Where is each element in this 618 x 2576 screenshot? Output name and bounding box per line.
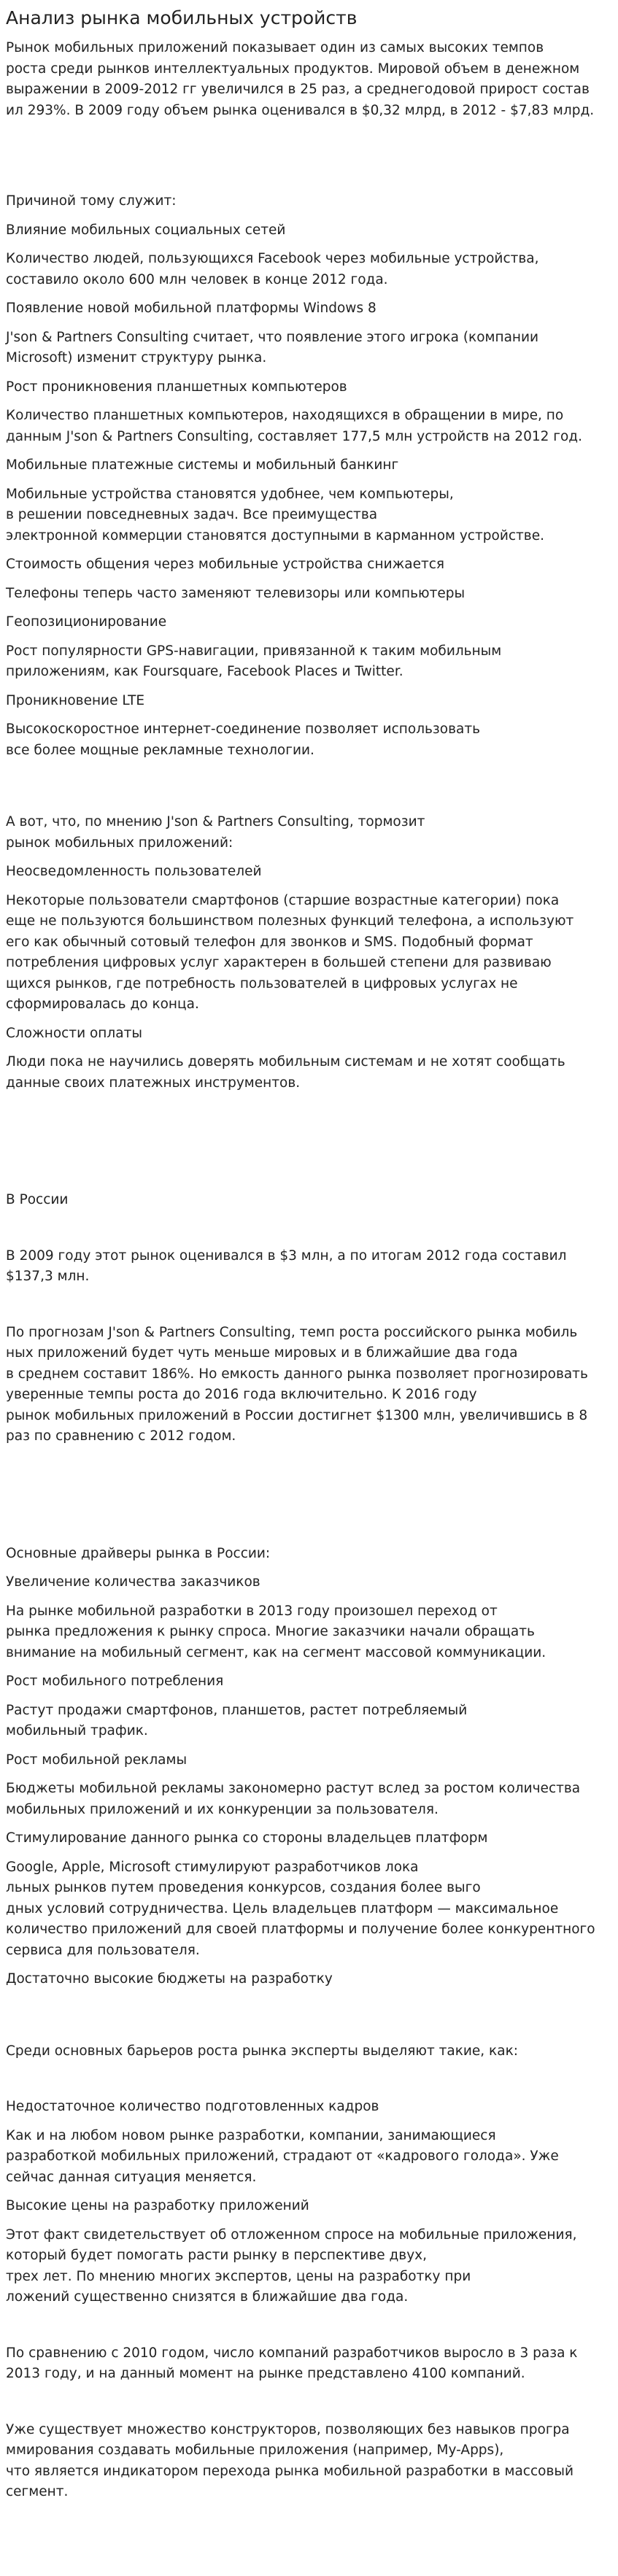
page-title: Анализ рынка мобильных устройств <box>6 7 358 28</box>
driver-heading: Увеличение количества заказчиков <box>6 1574 260 1590</box>
reason-heading: Проникновение LTE <box>6 692 145 708</box>
russia-heading: В России <box>6 1192 69 1207</box>
barrier-text: Как и на любом новом рынке разработки, компании, занимающиеся разработкой мобильных приложений, страдают от «кадрового голода». Уже сейчас данная ситуация меняется. <box>6 2127 559 2185</box>
driver-text: На рынке мобильной разработки в 2013 году произошел переход от рынка предложения к рынку спроса. Многие заказчики начали обращать внимание на мобильный сегмент, как на сегмент массовой коммуникации. <box>6 1603 546 1660</box>
reason-text: Количество людей, пользующихся Facebook через мобильные устройства, составило около 600 млн человек в конце 2012 года. <box>6 251 539 287</box>
reason-heading: Телефоны теперь часто заменяют телевизоры или компьютеры <box>6 585 466 601</box>
reason-heading: Рост проникновения планшетных компьютеров <box>6 379 347 395</box>
reason-text: Мобильные устройства становятся удобнее, чем компьютеры, в решении повседневных задач. Все преимущества электронной коммерции становятся доступными в карманном устройстве. <box>6 486 544 544</box>
brake-text: Люди пока не научились доверять мобильным системам и не хотят сообщать данные своих платежных инструментов. <box>6 1054 565 1091</box>
brakes-lead: А вот, что, по мнению J'son & Partners Consulting, тормозит рынок мобильных приложений: <box>6 814 425 851</box>
barrier-text: Этот факт свидетельствует об отложенном спросе на мобильные приложения, который будет помогать расти рынку в перспективе двух, трех лет. По мнению многих экспертов, цены на разработку при ложений существенно снизятся в ближайшие два года. <box>6 2227 577 2305</box>
driver-heading: Рост мобильного потребления <box>6 1674 224 1689</box>
reason-heading: Влияние мобильных социальных сетей <box>6 222 286 238</box>
reason-heading: Стоимость общения через мобильные устройства снижается <box>6 557 445 572</box>
barrier-heading: Недостаточное количество подготовленных кадров <box>6 2099 379 2114</box>
drivers-lead: Основные драйверы рынка в России: <box>6 1545 271 1561</box>
reason-text: J'son & Partners Consulting считает, что появление этого игрока (компании Microsoft) изменит структуру рынка. <box>6 329 539 365</box>
barrier-heading: Высокие цены на разработку приложений <box>6 2198 309 2213</box>
brake-heading: Неосведомленность пользователей <box>6 864 262 879</box>
intro-paragraph: Рынок мобильных приложений показывает один из самых высоких темпов роста среди рынков интеллектуальных продуктов. Мировой объем в денежном выражении в 2009-2012 гг увеличился в 25 раз, а среднегодовой прирост состав ил 293%. В 2009 году объем рынка оценивался в $0,32 млрд, в 2012 - $7,83 млрд. <box>6 40 595 118</box>
reasons-lead: Причиной тому служит: <box>6 193 177 209</box>
brake-heading: Сложности оплаты <box>6 1025 142 1041</box>
driver-heading: Рост мобильной рекламы <box>6 1752 188 1768</box>
reason-text: Высокоскоростное интернет-соединение позволяет использовать все более мощные рекламные технологии. <box>6 722 481 758</box>
barriers-paragraph-2: Уже существует множество конструкторов, позволяющих без навыков програ ммирования создавать мобильные приложения (например, My-Apps), что является индикатором перехода рынка мобильной разработки в массовый сегмент. <box>6 2421 573 2499</box>
driver-heading: Достаточно высокие бюджеты на разработку <box>6 1971 333 1987</box>
reason-heading: Появление новой мобильной платформы Windows 8 <box>6 301 376 316</box>
reason-heading: Мобильные платежные системы и мобильный банкинг <box>6 457 399 473</box>
barriers-lead: Среди основных барьеров роста рынка эксперты выделяют такие, как: <box>6 2043 518 2059</box>
reason-heading: Геопозиционирование <box>6 614 167 630</box>
driver-text: Бюджеты мобильной рекламы закономерно растут вслед за ростом количества мобильных приложений и их конкуренции за пользователя. <box>6 1781 581 1817</box>
driver-heading: Стимулирование данного рынка со стороны владельцев платформ <box>6 1830 488 1846</box>
russia-paragraph-2: По прогнозам J'son & Partners Consulting, темп роста российского рынка мобиль ных приложений будет чуть меньше мировых и в ближайшие два года в среднем составит 186%. Но емкость данного рынка позволяет прогнозировать уверенные темпы роста до 2016 года включительно. К 2016 году рынок мобильных приложений в России достигнет $1300 млн, увеличившись в 8 раз по сравнению с 2012 годом. <box>6 1324 588 1444</box>
russia-paragraph-1: В 2009 году этот рынок оценивался в $3 млн, а по итогам 2012 года составил $137,3 млн. <box>6 1248 567 1284</box>
driver-text: Растут продажи смартфонов, планшетов, растет потребляемый мобильный трафик. <box>6 1702 468 1738</box>
brake-text: Некоторые пользователи смартфонов (старшие возрастные категории) пока еще не пользуются большинством полезных функций телефона, а используют его как обычный сотовый телефон для звонков и SMS. Подобный формат потребления цифровых услуг характерен в большей степени для развиваю щихся рынков, где потребность пользователей в цифровых услугах не сформировалась до конца. <box>6 892 574 1012</box>
barriers-paragraph-1: По сравнению с 2010 годом, число компаний разработчиков выросло в 3 раза к 2013 году, и на данный момент на рынке представлено 4100 компаний. <box>6 2345 578 2381</box>
reason-text: Рост популярности GPS-навигации, привязанной к таким мобильным приложениям, как Foursquare, Facebook Places и Twitter. <box>6 643 502 679</box>
driver-text: Google, Apple, Microsoft стимулируют разработчиков лока льных рынков путем проведения конкурсов, создания более выго дных условий сотрудничества. Цель владельцев платформ — максимальное количество приложений для своей платформы и получение более конкурентного сервиса для пользователя. <box>6 1859 595 1958</box>
reason-text: Количество планшетных компьютеров, находящихся в обращении в мире, по данным J'son & Partners Consulting, составляет 177,5 млн устройств на 2012 год. <box>6 408 582 444</box>
